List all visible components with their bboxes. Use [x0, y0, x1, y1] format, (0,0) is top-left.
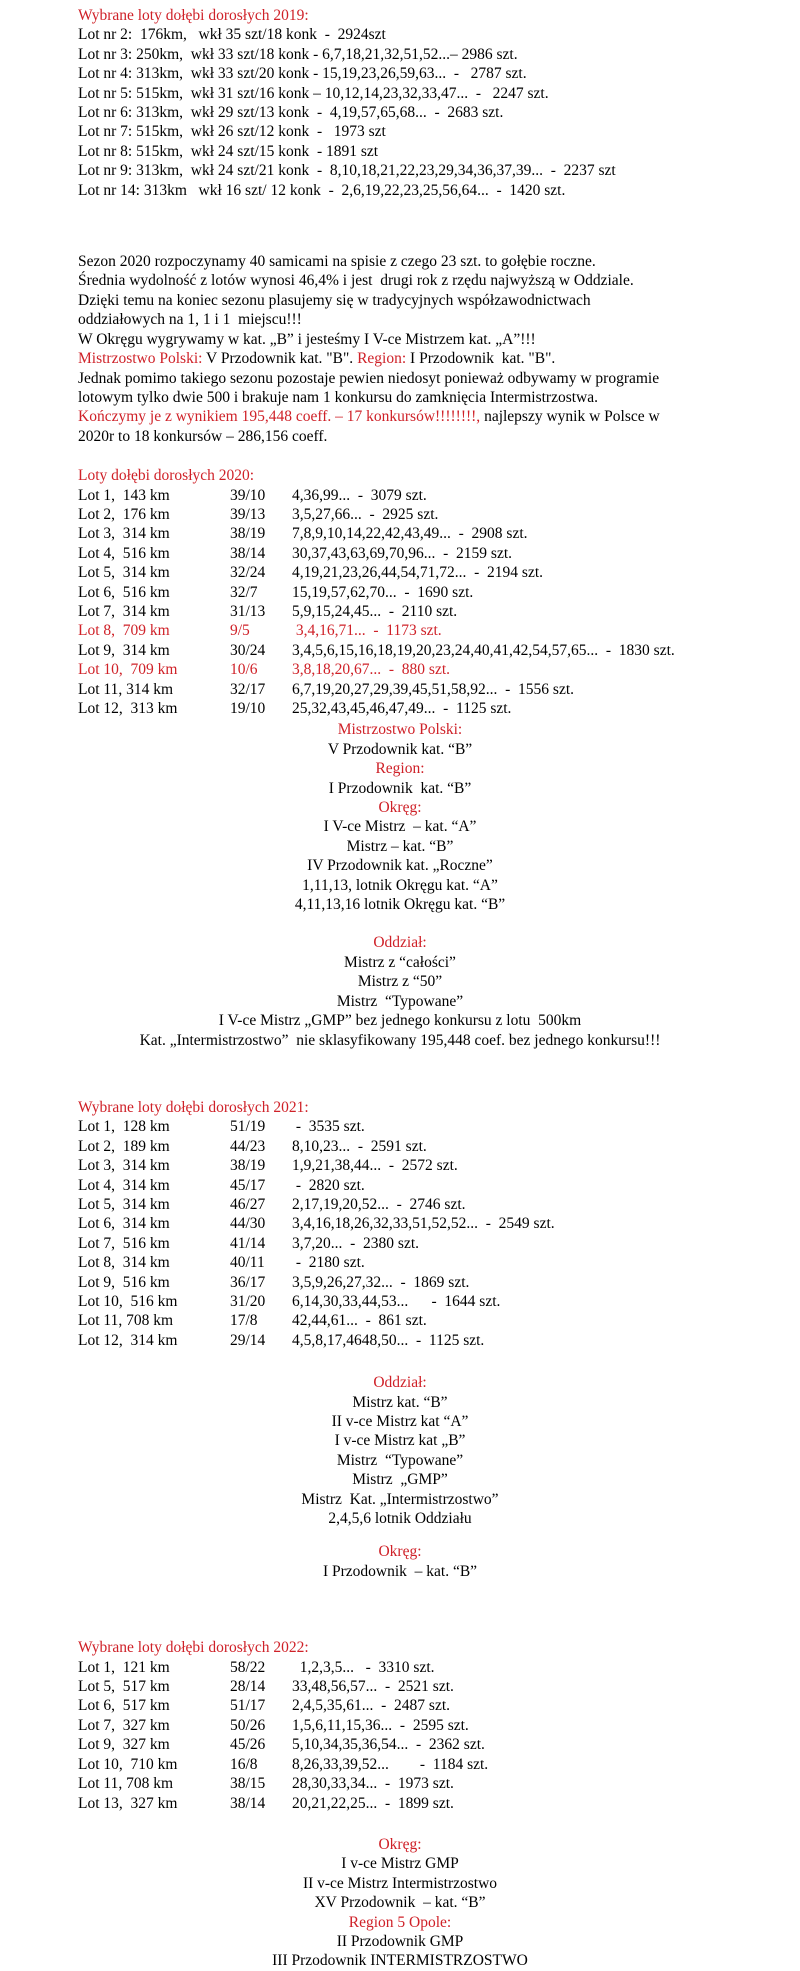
- lot-label: Lot 7, 516 km: [78, 1234, 170, 1252]
- lot-details: 7,8,9,10,14,22,42,43,49... - 2908 szt.: [292, 525, 528, 543]
- lot-ratio: 16/8: [230, 1755, 258, 1773]
- text-segment: Lot nr 4: 313km, wkł 33 szt/20 konk - 15,19,23,26,59,63... - 2787 szt.: [78, 65, 527, 83]
- lot-details: 4,36,99... - 3079 szt.: [292, 486, 427, 504]
- text-line: [0, 271, 800, 290]
- centered-line: [0, 1893, 800, 1912]
- lot-label: Lot 5, 314 km: [78, 564, 170, 582]
- text-segment: I V-ce Mistrz „GMP” bez jednego konkursu z lotu 500km: [218, 1012, 582, 1030]
- text-segment: Region:: [375, 760, 425, 778]
- text-line: [0, 310, 800, 329]
- lot-row: [0, 486, 800, 505]
- lot-row: [0, 1755, 800, 1774]
- lot-label: Lot 13, 327 km: [78, 1794, 178, 1812]
- lot-label: Lot 9, 314 km: [78, 641, 170, 659]
- lot-ratio: 28/14: [230, 1678, 266, 1696]
- lot-details: - 2820 szt.: [292, 1176, 365, 1194]
- lot-ratio: 39/13: [230, 505, 266, 523]
- lot-ratio: 38/19: [230, 1157, 266, 1175]
- lot-details: 28,30,33,34... - 1973 szt.: [292, 1775, 454, 1793]
- lot-label: Lot 10, 516 km: [78, 1292, 178, 1310]
- lot-row: [0, 1214, 800, 1233]
- text-line: [0, 181, 800, 200]
- lot-label: Lot 4, 516 km: [78, 544, 170, 562]
- text-line: [0, 252, 800, 271]
- lot-ratio: 38/15: [230, 1775, 266, 1793]
- lot-ratio: 30/24: [230, 641, 266, 659]
- centered-line: [0, 817, 800, 836]
- text-segment: Mistrz Kat. „Intermistrzostwo”: [301, 1490, 499, 1508]
- text-segment: Lot nr 7: 515km, wkł 26 szt/12 konk - 1973 szt: [78, 123, 386, 141]
- centered-line: [0, 1562, 800, 1581]
- lot-details: - 2180 szt.: [292, 1254, 365, 1272]
- text-segment: V Przodownik kat. “B”: [327, 740, 473, 758]
- lot-ratio: 41/14: [230, 1234, 266, 1252]
- lot-details: 25,32,43,45,46,47,49... - 1125 szt.: [292, 700, 512, 717]
- centered-line: [0, 1470, 800, 1489]
- text-segment: Sezon 2020 rozpoczynamy 40 samicami na spisie z czego 23 szt. to gołębie roczne.: [78, 253, 596, 271]
- text-segment: W Okręgu wygrywamy w kat. „B” i jesteśmy I V-ce Mistrzem kat. „A”!!!: [78, 330, 536, 348]
- text-line: [0, 349, 800, 368]
- centered-line: [0, 1451, 800, 1470]
- centered-line: [0, 1031, 800, 1050]
- lot-label: Lot 7, 327 km: [78, 1716, 170, 1734]
- lot-row: [0, 1331, 800, 1350]
- text-segment: Lot nr 2: 176km, wkł 35 szt/18 konk - 2924szt: [78, 26, 386, 44]
- text-line: [0, 25, 800, 44]
- lot-label: Lot 3, 314 km: [78, 1157, 170, 1175]
- lot-label: Lot 7, 314 km: [78, 602, 170, 620]
- text-segment: Region 5 Opole:: [348, 1913, 452, 1931]
- centered-line: [0, 740, 800, 759]
- lot-ratio: 32/17: [230, 680, 266, 698]
- lot-details: 1,2,3,5... - 3310 szt.: [292, 1658, 435, 1676]
- lot-details: 1,9,21,38,44... - 2572 szt.: [292, 1157, 458, 1175]
- text-line: [0, 407, 800, 426]
- lot-row: [0, 524, 800, 543]
- lot-ratio: 38/14: [230, 1794, 266, 1812]
- lot-row: [0, 1794, 800, 1813]
- lot-label: Lot 1, 143 km: [78, 486, 170, 504]
- centered-line: [0, 720, 800, 739]
- lot-details: 1,5,6,11,15,36... - 2595 szt.: [292, 1716, 469, 1734]
- text-segment: oddziałowych na 1, 1 i 1 miejscu!!!: [78, 311, 302, 329]
- lot-details: 20,21,22,25... - 1899 szt.: [292, 1794, 454, 1812]
- lot-ratio: 44/23: [230, 1137, 266, 1155]
- text-segment: najlepszy wynik w Polsce w: [480, 408, 660, 426]
- centered-line: [0, 1854, 800, 1873]
- text-line: [0, 427, 800, 446]
- lot-details: 2,17,19,20,52... - 2746 szt.: [292, 1195, 466, 1213]
- lot-details: 4,5,8,17,4648,50... - 1125 szt.: [292, 1331, 485, 1349]
- lot-row: [0, 621, 800, 640]
- lot-label: Lot 12, 314 km: [78, 1331, 178, 1349]
- lot-label: Lot 2, 189 km: [78, 1137, 170, 1155]
- text-line: [0, 84, 800, 103]
- text-segment: Mistrz – kat. “B”: [346, 837, 454, 855]
- text-line: [0, 45, 800, 64]
- lot-label: Lot 9, 327 km: [78, 1736, 170, 1754]
- text-segment: I v-ce Mistrz kat „B”: [334, 1432, 466, 1450]
- text-segment: Mistrz “Typowane”: [336, 1451, 464, 1469]
- lot-ratio: 32/7: [230, 583, 258, 601]
- lot-ratio: 10/6: [230, 661, 258, 679]
- text-line: [0, 330, 800, 349]
- text-segment: I Przodownik kat. “B”: [328, 779, 472, 797]
- lot-details: 42,44,61... - 861 szt.: [292, 1312, 427, 1330]
- text-segment: Jednak pomimo takiego sezonu pozostaje pewien niedosyt ponieważ odbywamy w programie: [78, 369, 660, 387]
- text-segment: Średnia wydolność z lotów wynosi 46,4% i jest drugi rok z rzędu najwyższą w Oddziale.: [78, 272, 634, 290]
- centered-line: [0, 953, 800, 972]
- spacer: [0, 1813, 800, 1835]
- lot-ratio: 51/17: [230, 1697, 266, 1715]
- lot-row: [0, 1735, 800, 1754]
- centered-line: [0, 779, 800, 798]
- centered-line: [0, 1431, 800, 1450]
- lot-ratio: 38/19: [230, 525, 266, 543]
- text-line: [0, 291, 800, 310]
- lot-details: 3,4,16,18,26,32,33,51,52,52... - 2549 szt.: [292, 1215, 555, 1233]
- text-segment: Mistrz „GMP”: [352, 1471, 448, 1489]
- centered-line: [0, 1951, 800, 1970]
- lot-ratio: 46/27: [230, 1195, 266, 1213]
- section-heading: Wybrane loty dołębi dorosłych 2022:: [78, 1639, 309, 1657]
- text-line: [0, 64, 800, 83]
- lot-row: [0, 1273, 800, 1292]
- lot-details: 3,5,9,26,27,32... - 1869 szt.: [292, 1273, 470, 1291]
- lot-row: [0, 1311, 800, 1330]
- lot-label: Lot 1, 128 km: [78, 1118, 170, 1136]
- centered-line: [0, 1509, 800, 1528]
- lot-details: 8,10,23... - 2591 szt.: [292, 1137, 427, 1155]
- text-line: [0, 369, 800, 388]
- text-segment: Mistrz z “całości”: [344, 953, 456, 971]
- text-segment: Mistrzostwo Polski:: [337, 721, 463, 739]
- text-segment: Lot nr 3: 250km, wkł 33 szt/18 konk - 6,7,18,21,32,51,52...– 2986 szt.: [78, 45, 518, 63]
- lot-ratio: 38/14: [230, 544, 266, 562]
- lot-row: [0, 1253, 800, 1272]
- lot-ratio: 29/14: [230, 1331, 266, 1349]
- lot-row: [0, 1117, 800, 1136]
- lot-row: [0, 1677, 800, 1696]
- centered-line: [0, 1932, 800, 1951]
- lot-row: [0, 1234, 800, 1253]
- lot-label: Lot 10, 710 km: [78, 1755, 178, 1773]
- lot-label: Lot 11, 708 km: [78, 1312, 174, 1330]
- centered-line: [0, 837, 800, 856]
- lot-details: 4,19,21,23,26,44,54,71,72... - 2194 szt.: [292, 564, 544, 582]
- text-segment: lotowym tylko dwie 500 i brakuje nam 1 konkursu do zamknięcia Intermistrzostwa.: [78, 388, 598, 406]
- centered-line: [0, 1874, 800, 1893]
- lot-row: [0, 1195, 800, 1214]
- lot-row: [0, 563, 800, 582]
- text-segment: Oddział:: [373, 1374, 427, 1392]
- lot-row: [0, 1176, 800, 1195]
- lot-row: [0, 1716, 800, 1735]
- spacer: [0, 914, 800, 933]
- lot-details: 5,10,34,35,36,54... - 2362 szt.: [292, 1736, 485, 1754]
- lot-label: Lot 12, 313 km: [78, 700, 178, 717]
- lot-label: Lot 10, 709 km: [78, 661, 178, 679]
- lot-label: Lot 6, 314 km: [78, 1215, 170, 1233]
- centered-line: [0, 876, 800, 895]
- lot-row: [0, 699, 800, 718]
- text-segment: Okręg:: [378, 1543, 422, 1561]
- lot-row: [0, 1774, 800, 1793]
- text-line: [0, 122, 800, 141]
- lot-ratio: 45/17: [230, 1176, 266, 1194]
- text-segment: II Przodownik GMP: [336, 1932, 464, 1950]
- spacer: [0, 1350, 800, 1373]
- text-segment: I v-ce Mistrz GMP: [341, 1855, 459, 1873]
- text-line: [0, 388, 800, 407]
- text-segment: I Przodownik – kat. “B”: [322, 1562, 478, 1580]
- section-heading: Wybrane loty dołębi dorosłych 2019:: [78, 7, 309, 24]
- lot-ratio: 31/20: [230, 1292, 266, 1310]
- text-segment: V Przodownik kat. "B".: [202, 350, 358, 368]
- centered-line: [0, 1490, 800, 1509]
- text-segment: Oddział:: [373, 934, 427, 952]
- lot-details: 3,5,27,66... - 2925 szt.: [292, 505, 439, 523]
- lot-label: Lot 5, 314 km: [78, 1195, 170, 1213]
- centered-line: [0, 759, 800, 778]
- lot-details: 5,9,15,24,45... - 2110 szt.: [292, 602, 458, 620]
- lot-label: Lot 4, 314 km: [78, 1176, 170, 1194]
- lot-ratio: 19/10: [230, 700, 266, 717]
- text-segment: Kat. „Intermistrzostwo” nie sklasyfikowany 195,448 coef. bez jednego konkursu!!!: [139, 1031, 661, 1049]
- lot-details: 6,14,30,33,44,53... - 1644 szt.: [292, 1292, 501, 1310]
- text-segment: Lot nr 5: 515km, wkł 31 szt/16 konk – 10,12,14,23,32,33,47... - 2247 szt.: [78, 84, 549, 102]
- text-segment: 2,4,5,6 lotnik Oddziału: [328, 1510, 472, 1528]
- lot-row: [0, 1156, 800, 1175]
- centered-line: [0, 992, 800, 1011]
- lot-label: Lot 8, 709 km: [78, 622, 170, 640]
- lot-ratio: 9/5: [230, 622, 250, 640]
- text-line: [0, 161, 800, 180]
- text-line: [0, 103, 800, 122]
- lot-label: Lot 6, 516 km: [78, 583, 170, 601]
- lot-ratio: 36/17: [230, 1273, 266, 1291]
- centered-line: [0, 856, 800, 875]
- lot-ratio: 58/22: [230, 1658, 266, 1676]
- centered-line: [0, 1011, 800, 1030]
- centered-line: [0, 1393, 800, 1412]
- lot-ratio: 17/8: [230, 1312, 258, 1330]
- centered-line: [0, 798, 800, 817]
- text-segment: Mistrz “Typowane”: [336, 992, 464, 1010]
- text-segment: Region:: [357, 350, 407, 368]
- lot-details: 15,19,57,62,70... - 1690 szt.: [292, 583, 474, 601]
- section-heading: Wybrane loty dołębi dorosłych 2021:: [78, 1098, 309, 1116]
- lot-row: [0, 1292, 800, 1311]
- centered-line: [0, 1373, 800, 1392]
- spacer: [0, 200, 800, 252]
- section-heading: Loty dołębi dorosłych 2020:: [78, 467, 255, 485]
- lot-row: [0, 680, 800, 699]
- text-segment: 1,11,13, lotnik Okręgu kat. “A”: [302, 876, 498, 894]
- text-segment: IV Przodownik kat. „Roczne”: [307, 857, 493, 875]
- lot-label: Lot 11, 708 km: [78, 1775, 174, 1793]
- lot-details: 3,4,16,71... - 1173 szt.: [292, 622, 442, 640]
- lot-details: 8,26,33,39,52... - 1184 szt.: [292, 1755, 489, 1773]
- lot-row: [0, 660, 800, 679]
- text-segment: Lot nr 14: 313km wkł 16 szt/ 12 konk - 2,6,19,22,23,25,56,64... - 1420 szt.: [78, 181, 566, 199]
- lot-details: 3,7,20... - 2380 szt.: [292, 1234, 420, 1252]
- lot-row: [0, 1696, 800, 1715]
- lot-row: [0, 1658, 800, 1677]
- text-segment: Lot nr 9: 313km, wkł 24 szt/21 konk - 8,10,18,21,22,23,29,34,36,37,39... - 2237 szt: [78, 162, 616, 180]
- text-segment: XV Przodownik – kat. “B”: [314, 1894, 486, 1912]
- text-segment: I Przodownik kat. "B".: [406, 350, 556, 368]
- text-segment: Lot nr 6: 313km, wkł 29 szt/13 konk - 4,19,57,65,68... - 2683 szt.: [78, 104, 504, 122]
- lot-ratio: 50/26: [230, 1716, 266, 1734]
- text-segment: II v-ce Mistrz kat “A”: [331, 1413, 469, 1430]
- text-segment: Lot nr 8: 515km, wkł 24 szt/15 konk - 1891 szt: [78, 142, 379, 160]
- text-segment: Okręg:: [378, 799, 422, 817]
- centered-line: [0, 1913, 800, 1932]
- centered-line: [0, 1835, 800, 1854]
- text-segment: Mistrzostwo Polski:: [78, 350, 203, 368]
- lot-label: Lot 9, 516 km: [78, 1273, 170, 1291]
- lot-ratio: 31/13: [230, 602, 266, 620]
- lot-label: Lot 6, 517 km: [78, 1697, 170, 1715]
- lot-details: 3,8,18,20,67... - 880 szt.: [292, 661, 451, 679]
- lot-ratio: 39/10: [230, 486, 266, 504]
- lot-ratio: 51/19: [230, 1118, 266, 1136]
- centered-line: [0, 1542, 800, 1561]
- lot-row: [0, 641, 800, 660]
- spacer: [0, 446, 800, 466]
- lot-label: Lot 5, 517 km: [78, 1678, 170, 1696]
- text-segment: Mistrz z “50”: [357, 973, 443, 991]
- text-segment: Okręg:: [378, 1835, 422, 1853]
- centered-line: [0, 1412, 800, 1431]
- spacer: [0, 1528, 800, 1542]
- lot-details: 30,37,43,63,69,70,96... - 2159 szt.: [292, 544, 513, 562]
- lot-details: - 3535 szt.: [292, 1118, 365, 1136]
- text-segment: III Przodownik INTERMISTRZOSTWO: [272, 1952, 528, 1970]
- spacer: [0, 1581, 800, 1638]
- centered-line: [0, 895, 800, 914]
- text-segment: 4,11,13,16 lotnik Okręgu kat. “B”: [294, 896, 506, 914]
- text-segment: I V-ce Mistrz – kat. “A”: [323, 818, 477, 836]
- lot-details: 6,7,19,20,27,29,39,45,51,58,92... - 1556 szt.: [292, 680, 575, 698]
- lot-details: 33,48,56,57... - 2521 szt.: [292, 1678, 454, 1696]
- centered-line: [0, 933, 800, 952]
- lot-ratio: 40/11: [230, 1254, 265, 1272]
- lot-label: Lot 3, 314 km: [78, 525, 170, 543]
- document-body: [0, 6, 800, 1971]
- lot-row: [0, 505, 800, 524]
- lot-ratio: 44/30: [230, 1215, 266, 1233]
- spacer: [0, 1050, 800, 1098]
- text-line: [0, 142, 800, 161]
- lot-row: [0, 544, 800, 563]
- lot-label: Lot 1, 121 km: [78, 1658, 170, 1676]
- text-segment: Mistrz kat. “B”: [352, 1393, 448, 1411]
- lot-details: 2,4,5,35,61... - 2487 szt.: [292, 1697, 451, 1715]
- lot-label: Lot 2, 176 km: [78, 505, 170, 523]
- lot-label: Lot 8, 314 km: [78, 1254, 170, 1272]
- text-segment: II v-ce Mistrz Intermistrzostwo: [302, 1874, 498, 1892]
- text-segment: 2020r to 18 konkursów – 286,156 coeff.: [78, 427, 328, 445]
- lot-label: Lot 11, 314 km: [78, 680, 174, 698]
- text-segment: Kończymy je z wynikiem 195,448 coeff. – 17 konkursów!!!!!!!!,: [78, 408, 481, 426]
- lot-details: 3,4,5,6,15,16,18,19,20,23,24,40,41,42,54,57,65... - 1830 szt.: [292, 641, 675, 659]
- lot-ratio: 32/24: [230, 564, 266, 582]
- lot-row: [0, 602, 800, 621]
- lot-row: [0, 1137, 800, 1156]
- text-segment: Dzięki temu na koniec sezonu plasujemy się w tradycyjnych współzawodnictwach: [78, 291, 591, 309]
- centered-line: [0, 972, 800, 991]
- lot-row: [0, 583, 800, 602]
- lot-ratio: 45/26: [230, 1736, 266, 1754]
